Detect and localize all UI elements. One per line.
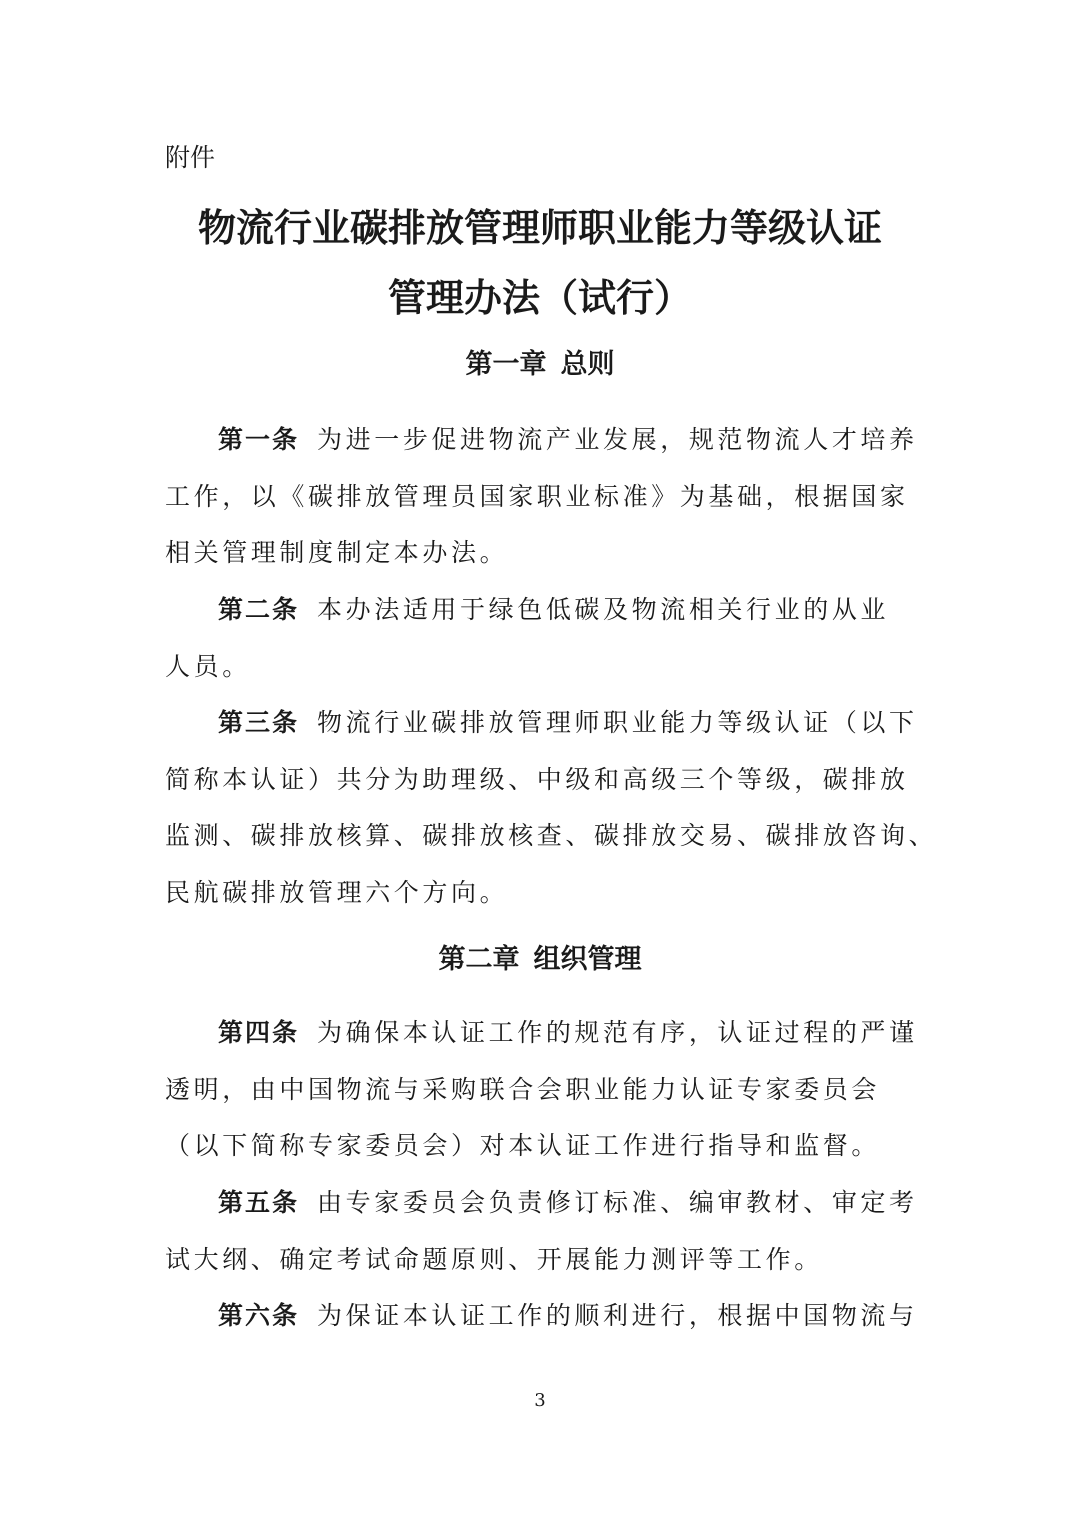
- article-4-text-1: 为确保本认证工作的规范有序，认证过程的严谨: [317, 1018, 918, 1047]
- chapter-2-number: 第二章: [438, 944, 520, 975]
- article-3-line-3: 监测、碳排放核算、碳排放核查、碳排放交易、碳排放咨询、: [165, 821, 938, 850]
- article-3-line-2: 简称本认证）共分为助理级、中级和高级三个等级，碳排放: [165, 765, 909, 794]
- article-1-line-1: [218, 420, 978, 460]
- page-number: 3: [534, 1390, 546, 1411]
- article-1-line-3: 相关管理制度制定本办法。: [165, 538, 509, 567]
- article-1-line-2: 工作，以《碳排放管理员国家职业标准》为基础，根据国家: [165, 482, 909, 511]
- article-4-line-3: （以下简称专家委员会）对本认证工作进行指导和监督。: [165, 1131, 881, 1160]
- article-1-text-1: 为进一步促进物流产业发展，规范物流人才培养: [317, 425, 918, 454]
- article-5-text-1: 由专家委员会负责修订标准、编审教材、审定考: [317, 1188, 918, 1217]
- article-4-label: 第四条: [218, 1018, 300, 1047]
- chapter-1-number: 第一章: [465, 349, 547, 380]
- article-1-label: 第一条: [218, 425, 300, 454]
- article-4-line-2: 透明，由中国物流与采购联合会职业能力认证专家委员会: [165, 1075, 881, 1104]
- article-2-line-1: [218, 590, 978, 630]
- chapter-2-name: 组织管理: [533, 944, 642, 975]
- article-5-line-1: [218, 1183, 978, 1223]
- attachment-label: 附件: [165, 143, 216, 172]
- article-5-line-2: 试大纲、确定考试命题原则、开展能力测评等工作。: [165, 1245, 823, 1274]
- article-3-text-1: 物流行业碳排放管理师职业能力等级认证（以下: [317, 708, 918, 737]
- document-title-line-1: 物流行业碳排放管理师职业能力等级认证: [197, 205, 882, 250]
- article-4-line-1: [218, 1013, 978, 1053]
- article-3-label: 第三条: [218, 708, 300, 737]
- article-6-line-1: [218, 1296, 978, 1336]
- article-2-text-1: 本办法适用于绿色低碳及物流相关行业的从业: [317, 595, 890, 624]
- chapter-1-heading: [0, 345, 1080, 385]
- article-6-label: 第六条: [218, 1301, 300, 1330]
- article-2-line-2: 人员。: [165, 652, 251, 681]
- chapter-1-name: 总则: [560, 349, 615, 380]
- document-title-line-2: 管理办法（试行）: [387, 275, 692, 320]
- article-3-line-1: [218, 703, 978, 743]
- chapter-2-heading: [0, 940, 1080, 980]
- article-5-label: 第五条: [218, 1188, 300, 1217]
- article-3-line-4: 民航碳排放管理六个方向。: [165, 878, 509, 907]
- article-2-label: 第二条: [218, 595, 300, 624]
- article-6-text-1: 为保证本认证工作的顺利进行，根据中国物流与: [317, 1301, 918, 1330]
